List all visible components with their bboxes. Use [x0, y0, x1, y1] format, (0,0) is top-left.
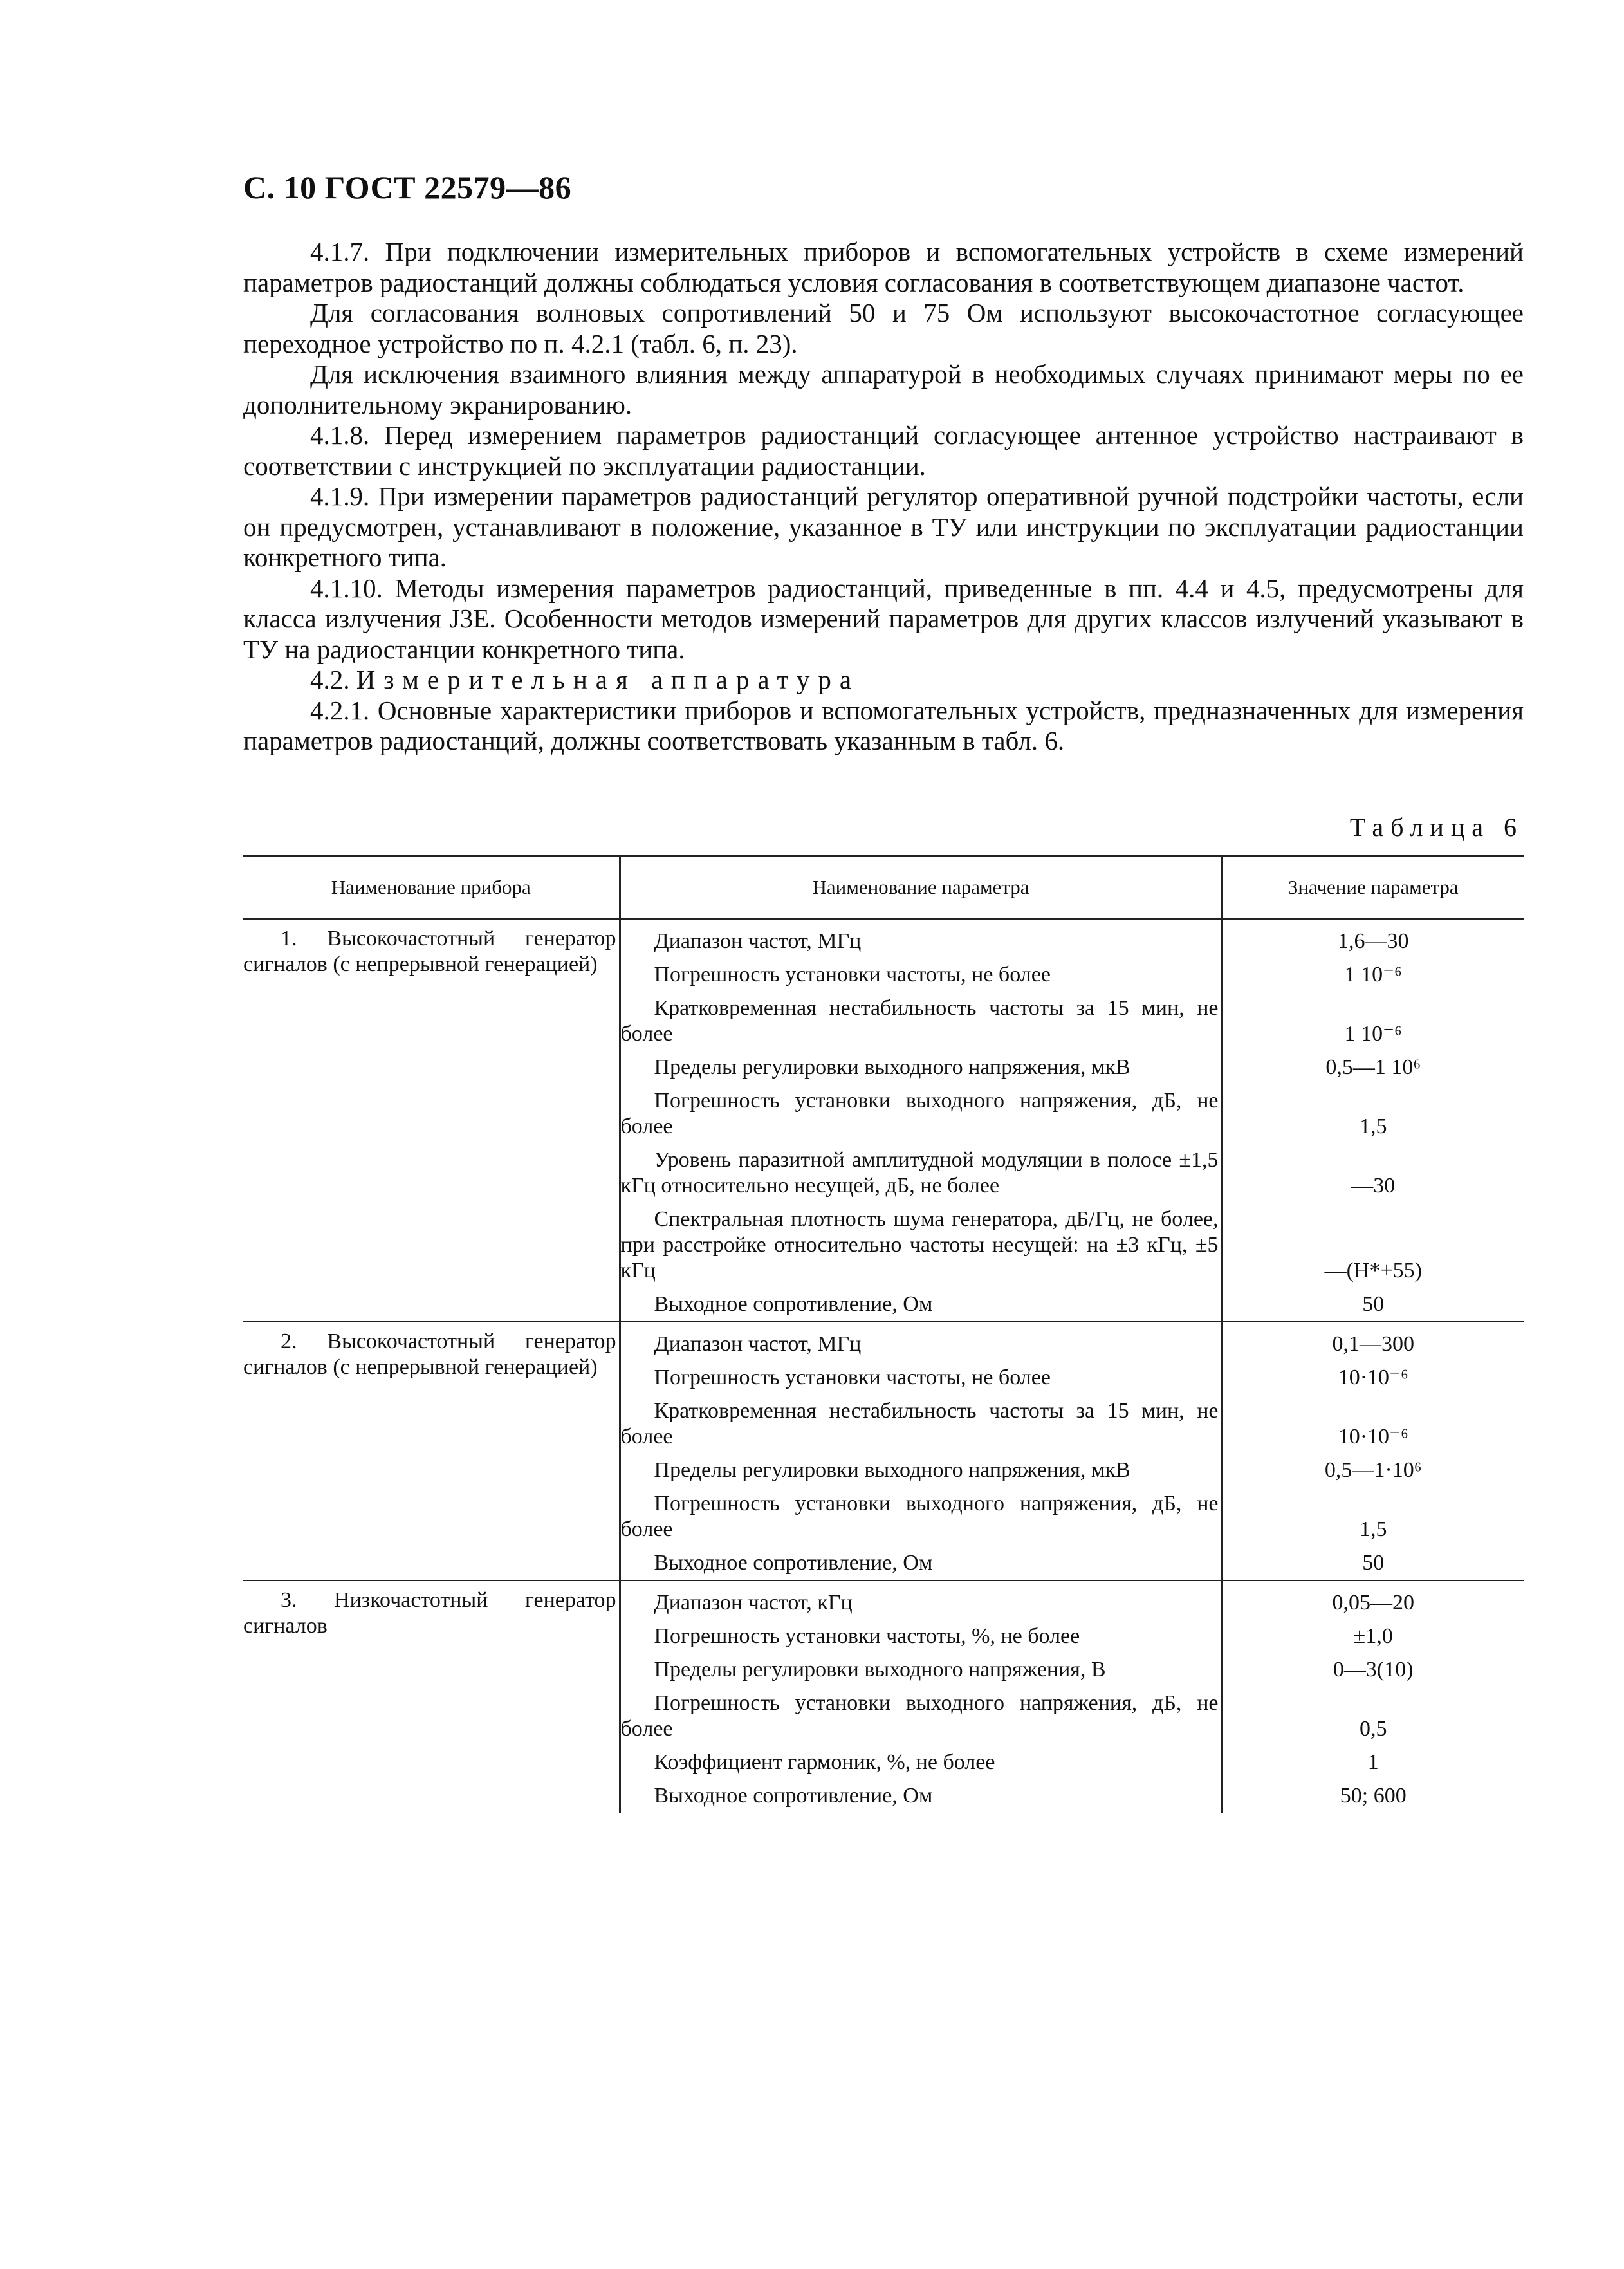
value-cell: 10·10⁻⁶	[1222, 1394, 1524, 1454]
value-cell: —30	[1222, 1144, 1524, 1203]
value-cell: 1,5	[1222, 1084, 1524, 1144]
parameter-cell: Выходное сопротивление, Ом	[620, 1288, 1222, 1322]
section-number: 4.2.	[310, 665, 350, 694]
parameter-cell: Погрешность установки частоты, %, не более	[654, 1624, 1080, 1648]
parameter-cell: Пределы регулировки выходного напряжения, мкВ	[654, 1055, 1130, 1079]
value-cell: 50	[1222, 1288, 1524, 1322]
value-cell: 0—3(10)	[1222, 1653, 1524, 1687]
value-cell: 1 10⁻⁶	[1222, 992, 1524, 1051]
paragraph-4-1-8: 4.1.8. Перед измерением параметров радиостанций согласующее антенное устройство настраивают в соответствии с инструкцией по эксплуатации радиостанции.	[243, 420, 1524, 481]
paragraph-impedance-matching: Для согласования волновых сопротивлений 50 и 75 Ом используют высокочастотное согласующее переходное устройство по п. 4.2.1 (табл. 6, п. 23).	[243, 298, 1524, 358]
equipment-table	[243, 855, 1524, 1813]
paragraph-4-2-1: 4.2.1. Основные характеристики приборов и вспомогательных устройств, предназначенных для измерения параметров радиостанций, должны соответствовать указанным в табл. 6.	[243, 695, 1524, 755]
column-header-value: Значение параметра	[1222, 856, 1524, 919]
parameter-cell: Уровень паразитной амплитудной модуляции в полосе ±1,5 кГц относительно несущей, дБ, не более	[620, 1148, 1219, 1198]
parameter-cell: Спектральная плотность шума генератора, дБ/Гц, не более, при расстройке относительно частоты несущей: на ±3 кГц, ±5 кГц	[620, 1207, 1219, 1283]
parameter-cell: Погрешность установки частоты, не более	[654, 1366, 1051, 1389]
paragraph-shielding: Для исключения взаимного влияния между аппаратурой в необходимых случаях принимают меры по ее дополнительному экранированию.	[243, 359, 1524, 420]
parameter-cell: Выходное сопротивление, Ом	[620, 1546, 1222, 1580]
value-cell: 0,5	[1222, 1687, 1524, 1746]
parameter-cell: Кратковременная нестабильность частоты за 15 мин, не более	[620, 996, 1219, 1046]
value-cell: 0,1—300	[1222, 1322, 1524, 1361]
table-header-row	[243, 856, 1524, 919]
table-row	[243, 1580, 1524, 1620]
device-name-cell: 2. Высокочастотный генератор сигналов (с непрерывной генерацией)	[243, 1322, 620, 1580]
value-cell: 1,5	[1222, 1487, 1524, 1546]
value-cell: 0,5—1·10⁶	[1222, 1454, 1524, 1487]
parameter-cell: Коэффициент гармоник, %, не более	[654, 1750, 995, 1774]
parameter-cell: Погрешность установки частоты, не более	[654, 963, 1051, 986]
paragraph-4-1-7: 4.1.7. При подключении измерительных приборов и вспомогательных устройств в схеме измерений параметров радиостанций должны соблюдаться условия согласования в соответствующем диапазоне частот.	[243, 237, 1524, 297]
parameter-cell: Диапазон частот, МГц	[654, 929, 862, 953]
value-cell: 50	[1222, 1546, 1524, 1580]
value-cell: 0,5—1 10⁶	[1222, 1051, 1524, 1084]
parameter-cell: Выходное сопротивление, Ом	[654, 1784, 933, 1808]
device-name-cell: 1. Высокочастотный генератор сигналов (с непрерывной генерацией)	[243, 919, 620, 1322]
paragraph-4-1-10: 4.1.10. Методы измерения параметров радиостанций, приведенные в пп. 4.4 и 4.5, предусмотрены для класса излучения J3E. Особенности методов измерений параметров для других классов излучений указывают в ТУ на радиостанции конкретного типа.	[243, 573, 1524, 664]
column-header-device: Наименование прибора	[243, 856, 620, 919]
table-caption: Таблица 6	[1349, 813, 1524, 842]
parameter-cell: Диапазон частот, кГц	[654, 1591, 853, 1615]
device-name-cell: 3. Низкочастотный генератор сигналов	[243, 1580, 620, 1813]
value-cell: 50; 600	[1222, 1779, 1524, 1813]
value-cell: —(Н*+55)	[1222, 1203, 1524, 1288]
table-row	[243, 1322, 1524, 1361]
parameter-cell: Погрешность установки выходного напряжения, дБ, не более	[620, 1089, 1219, 1138]
parameter-cell: Диапазон частот, МГц	[654, 1332, 862, 1356]
table-row	[243, 919, 1524, 959]
value-cell: 1	[1222, 1746, 1524, 1779]
value-cell: ±1,0	[1222, 1620, 1524, 1653]
value-cell: 0,05—20	[1222, 1580, 1524, 1620]
section-heading-4-2	[243, 665, 1524, 696]
section-title: Измерительная аппаратура	[356, 665, 860, 694]
value-cell: 10·10⁻⁶	[1222, 1361, 1524, 1394]
parameter-cell: Пределы регулировки выходного напряжения, В	[654, 1658, 1106, 1681]
parameter-cell: Погрешность установки выходного напряжения, дБ, не более	[620, 1691, 1219, 1741]
parameter-cell: Пределы регулировки выходного напряжения, мкВ	[654, 1458, 1130, 1482]
body-text	[243, 237, 1524, 757]
page-header: С. 10 ГОСТ 22579—86	[243, 169, 572, 205]
parameter-cell: Погрешность установки выходного напряжения, дБ, не более	[620, 1492, 1219, 1541]
value-cell: 1 10⁻⁶	[1222, 958, 1524, 992]
paragraph-4-1-9: 4.1.9. При измерении параметров радиостанций регулятор оперативной ручной подстройки частоты, если он предусмотрен, устанавливают в положение, указанное в ТУ или инструкции по эксплуатации радиостанции конкретного типа.	[243, 481, 1524, 572]
parameter-cell: Кратковременная нестабильность частоты за 15 мин, не более	[620, 1399, 1219, 1449]
value-cell: 1,6—30	[1222, 919, 1524, 959]
column-header-parameter: Наименование параметра	[620, 856, 1222, 919]
